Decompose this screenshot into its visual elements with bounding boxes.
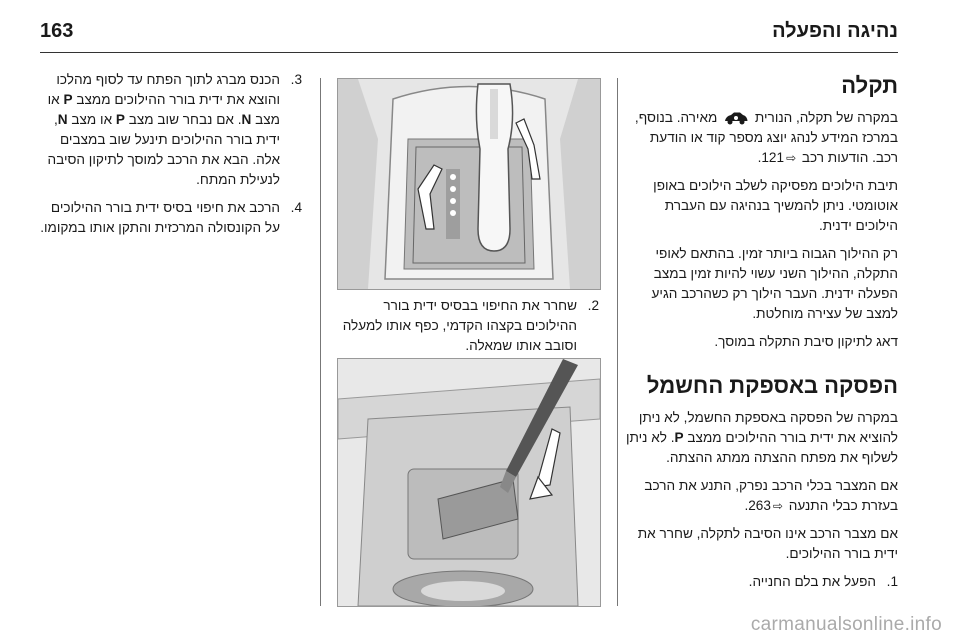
step-4-text: הרכב את חיפוי בסיס ידית בורר ההילוכים על הקונסולה המרכזית והתקן אותו במקומו. [40,200,280,235]
page-number: 163 [40,20,74,42]
step-1 [626,572,898,592]
paragraph-malfunction-indicator: במקרה של תקלה, הנורית מאירה. בנוסף, במרכז המידע לנהג יוצג מספר קוד או הודעת רכב. הודעות רכב ⇨121. [626,108,898,168]
step-2 [337,296,599,356]
step-4-number: 4. [290,200,302,215]
header-rule [40,52,898,53]
car-gearbox-warning-icon [723,111,749,125]
step-2-number: 2. [587,298,599,313]
paragraph-release-selector: אם מצבר הרכב אינו הסיבה לתקלה, שחרר את ידית בורר ההילוכים. [637,526,898,561]
page-reference-icon: ⇨ [786,151,797,165]
section-title-malfunction: תקלה [841,73,898,98]
right-column [626,70,898,600]
paragraph-workshop: דאג לתיקון סיבת התקלה במוסך. [714,334,898,349]
step-3-number: 3. [290,72,302,87]
column-divider-left [320,78,321,606]
figure-gear-selector [337,78,601,290]
page-reference-icon: ⇨ [772,499,783,513]
figure-selector-unlock [337,358,601,607]
step-4 [40,198,302,238]
section-title-power-failure: הפסקה באספקת החשמל [646,373,898,398]
step-2-text: שחרר את החיפוי בבסיס ידית בורר ההילוכים בקצהו הקדמי, כפף אותו למעלה וסובב אותו שמאלה. [342,298,577,353]
paragraph-highest-gear: רק ההילוך הגבוה ביותר זמין. בהתאם לאופי התקלה, ההילוך השני עשוי להיות זמין במצב הפעלה ידנית. העבר הילוך רק כשהרכב הגיע למצב של עצירה מוחלטת. [651,246,898,321]
chapter-title: נהיגה והפעלה [772,20,898,42]
step-1-text: הפעל את בלם החנייה. [748,574,876,589]
paragraph-jump-start: אם המצבר בכלי הרכב נפרק, התנע את הרכב בעזרת כבלי התנעה ⇨263. [626,476,898,516]
page-header [40,14,898,50]
paragraph-power-failure: במקרה של הפסקה באספקת החשמל, לא ניתן להוציא את ידית בורר ההילוכים ממצב P. לא ניתן לשלוף את מפתח ההצתה ממתג ההצתה. [626,410,898,465]
step-1-number: 1. [886,574,898,589]
column-divider-right [617,78,618,606]
paragraph-manual-shift: תיבת הילוכים מפסיקה לשלב הילוכים באופן אוטומטי. ניתן להמשיך בנהיגה עם העברת הילוכים ידנית. [653,178,898,233]
step-3: 3. הכנס מברג לתוך הפתח עד לסוף מהלכו והוצא את ידית בורר ההילוכים ממצב P או מצב N. אם נבחר שוב מצב P או מצב N, ידית בורר ההילוכים תינעל שוב במצבים אלה. הבא את הרכב למוסך לתיקון הסיבה לנעילת המתח. [47,72,302,187]
watermark: carmanualsonline.info [750,614,942,635]
left-column [40,70,302,246]
